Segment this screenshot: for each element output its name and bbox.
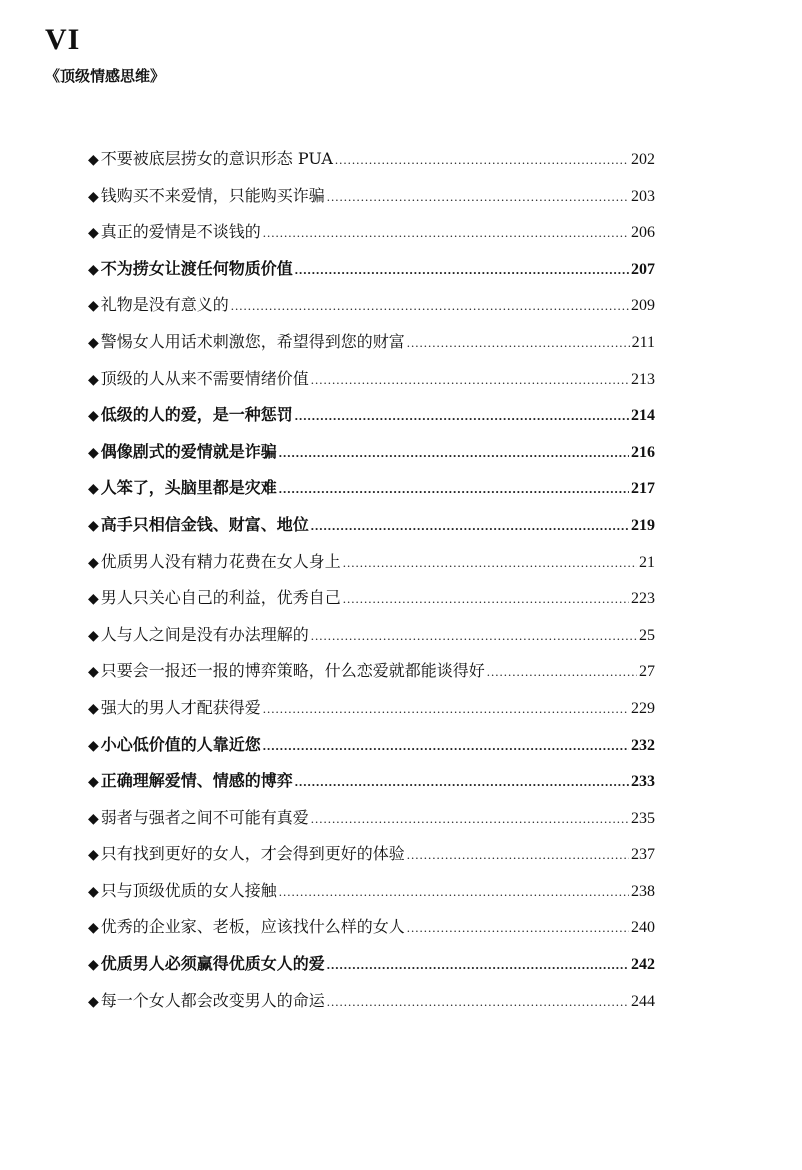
- leader-dots: [263, 215, 629, 252]
- leader-dots: [311, 508, 629, 545]
- toc-page-number: 207: [631, 260, 655, 278]
- toc-entry-title: 优质男人没有精力花费在女人身上: [100, 551, 341, 571]
- toc-entry[interactable]: [88, 287, 655, 324]
- black-diamond-icon: ◆: [88, 444, 99, 461]
- toc-entry-title: 优质男人必须赢得优质女人的爱: [100, 954, 325, 974]
- toc-entry[interactable]: [88, 214, 655, 251]
- toc-entry[interactable]: [88, 983, 655, 1020]
- toc-page-number: 235: [631, 809, 655, 827]
- toc-page-number: 21: [639, 553, 655, 571]
- black-diamond-icon: ◆: [88, 700, 99, 717]
- toc-entry[interactable]: [88, 653, 655, 690]
- toc-page-number: 203: [631, 187, 655, 205]
- toc-entry[interactable]: [88, 251, 655, 288]
- toc-entry[interactable]: [88, 361, 655, 398]
- section-number: VI: [45, 23, 81, 56]
- toc-entry[interactable]: [88, 727, 655, 764]
- toc-entry[interactable]: [88, 434, 655, 471]
- toc-entry[interactable]: [88, 617, 655, 654]
- leader-dots: [487, 654, 637, 691]
- black-diamond-icon: ◆: [88, 591, 99, 608]
- leader-dots: [295, 252, 629, 289]
- toc-entry-title: 低级的人的爱，是一种惩罚: [100, 405, 293, 425]
- toc-entry-title: 只有找到更好的女人，才会得到更好的体验: [100, 844, 405, 864]
- toc-entry[interactable]: [88, 470, 655, 507]
- black-diamond-icon: ◆: [88, 481, 99, 498]
- leader-dots: [311, 362, 629, 399]
- toc-entry-title: 男人只关心自己的利益，优秀自己: [100, 588, 341, 608]
- leader-dots: [263, 728, 629, 765]
- toc-page-number: 232: [631, 736, 655, 754]
- leader-dots: [295, 398, 629, 435]
- toc-entry-title: 人笨了，头脑里都是灾难: [100, 478, 277, 498]
- toc-entry-title: 不要被底层捞女的意识形态 PUA: [100, 149, 333, 168]
- black-diamond-icon: ◆: [88, 883, 99, 900]
- black-diamond-icon: ◆: [88, 298, 99, 315]
- toc-entry[interactable]: [88, 141, 655, 178]
- leader-dots: [327, 179, 629, 216]
- toc-page-number: 223: [631, 590, 655, 608]
- black-diamond-icon: ◆: [88, 957, 99, 974]
- toc-entry-title: 顶级的人从来不需要情绪价值: [100, 368, 309, 388]
- toc-entry-title: 人与人之间是没有办法理解的: [100, 624, 309, 644]
- toc-page-number: 213: [631, 370, 655, 388]
- toc-page-number: 237: [631, 846, 655, 864]
- toc-entry-title: 只要会一报还一报的博弈策略，什么恋爱就都能谈得好: [100, 661, 485, 681]
- toc-entry[interactable]: [88, 763, 655, 800]
- toc-entry-title: 优秀的企业家、老板，应该找什么样的女人: [100, 917, 405, 937]
- toc-page-number: 202: [631, 151, 655, 168]
- toc-entry[interactable]: [88, 580, 655, 617]
- black-diamond-icon: ◆: [88, 774, 99, 791]
- toc-entry[interactable]: [88, 800, 655, 837]
- toc-entry-title: 每一个女人都会改变男人的命运: [100, 990, 325, 1010]
- toc-entry[interactable]: [88, 324, 655, 361]
- toc-entry-title: 高手只相信金钱、财富、地位: [100, 514, 309, 534]
- leader-dots: [343, 545, 637, 582]
- toc-page-number: 25: [639, 626, 655, 644]
- toc-page-number: 211: [631, 333, 655, 351]
- toc-entry-title: 钱购买不来爱情，只能购买诈骗: [100, 185, 325, 205]
- table-of-contents: [88, 141, 655, 1019]
- black-diamond-icon: ◆: [88, 920, 99, 937]
- toc-entry[interactable]: [88, 507, 655, 544]
- black-diamond-icon: ◆: [88, 334, 99, 351]
- leader-dots: [295, 764, 629, 801]
- leader-dots: [279, 471, 629, 508]
- toc-page-number: 233: [631, 773, 655, 791]
- toc-entry[interactable]: [88, 946, 655, 983]
- toc-entry-title: 不为捞女让渡任何物质价值: [100, 258, 293, 278]
- black-diamond-icon: ◆: [88, 737, 99, 754]
- leader-dots: [335, 142, 629, 179]
- black-diamond-icon: ◆: [88, 517, 99, 534]
- leader-dots: [311, 801, 629, 838]
- toc-entry-title: 正确理解爱情、情感的博弈: [100, 771, 293, 791]
- leader-dots: [407, 837, 629, 874]
- toc-page-number: 206: [631, 224, 655, 242]
- toc-entry[interactable]: [88, 909, 655, 946]
- black-diamond-icon: ◆: [88, 408, 99, 425]
- leader-dots: [343, 581, 629, 618]
- leader-dots: [279, 435, 629, 472]
- toc-entry[interactable]: [88, 544, 655, 581]
- black-diamond-icon: ◆: [88, 847, 99, 864]
- toc-entry-title: 小心低价值的人靠近您: [100, 734, 261, 754]
- leader-dots: [407, 325, 630, 362]
- leader-dots: [231, 288, 629, 325]
- leader-dots: [311, 618, 637, 655]
- black-diamond-icon: ◆: [88, 225, 99, 242]
- toc-entry-title: 强大的男人才配获得爱: [100, 697, 261, 717]
- black-diamond-icon: ◆: [88, 188, 99, 205]
- leader-dots: [263, 691, 629, 728]
- toc-page-number: 214: [631, 407, 655, 425]
- toc-page-number: 229: [631, 699, 655, 717]
- black-diamond-icon: ◆: [88, 627, 99, 644]
- toc-page-number: 217: [631, 480, 655, 498]
- black-diamond-icon: ◆: [88, 993, 99, 1010]
- toc-page-number: 27: [639, 663, 655, 681]
- toc-entry-title: 警惕女人用话术刺激您，希望得到您的财富: [100, 331, 405, 351]
- toc-entry[interactable]: [88, 873, 655, 910]
- leader-dots: [279, 874, 629, 911]
- toc-entry[interactable]: [88, 397, 655, 434]
- leader-dots: [327, 984, 629, 1021]
- toc-page-number: 244: [631, 992, 655, 1010]
- toc-entry[interactable]: [88, 178, 655, 215]
- toc-page-number: 209: [631, 297, 655, 315]
- black-diamond-icon: ◆: [88, 371, 99, 388]
- toc-entry-title: 偶像剧式的爱情就是诈骗: [100, 441, 277, 461]
- toc-entry-title: 弱者与强者之间不可能有真爱: [100, 807, 309, 827]
- toc-entry-title: 礼物是没有意义的: [100, 295, 229, 315]
- toc-page-number: 238: [631, 882, 655, 900]
- page-header: [45, 22, 165, 86]
- leader-dots: [407, 910, 629, 947]
- book-title: 《顶级情感思维》: [45, 67, 166, 85]
- toc-page-number: 216: [631, 443, 655, 461]
- toc-page-number: 242: [631, 956, 655, 974]
- toc-entry-title: 只与顶级优质的女人接触: [100, 880, 277, 900]
- black-diamond-icon: ◆: [88, 261, 99, 278]
- toc-entry[interactable]: [88, 690, 655, 727]
- black-diamond-icon: ◆: [88, 810, 99, 827]
- toc-page-number: 240: [631, 919, 655, 937]
- black-diamond-icon: ◆: [88, 554, 99, 571]
- toc-page-number: 219: [631, 516, 655, 534]
- toc-entry-title: 真正的爱情是不谈钱的: [100, 222, 261, 242]
- black-diamond-icon: ◆: [88, 664, 99, 681]
- black-diamond-icon: ◆: [88, 152, 99, 168]
- leader-dots: [327, 947, 629, 984]
- toc-entry[interactable]: [88, 836, 655, 873]
